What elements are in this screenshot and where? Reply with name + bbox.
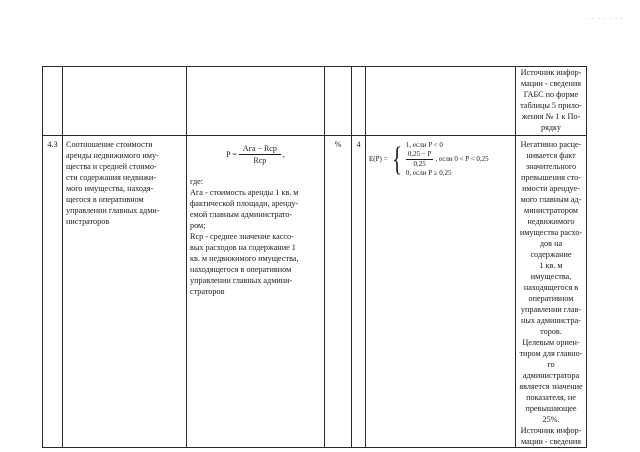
- notes-line: превышения сто-: [521, 173, 581, 182]
- cell-formula-empty: [187, 67, 325, 136]
- eval-case-2: [406, 150, 489, 169]
- notes-line: превышающее: [525, 404, 577, 413]
- notes-line: торов.: [540, 327, 562, 336]
- notes-line: нивается факт: [526, 151, 576, 160]
- name-line: мого имущества, находя-: [66, 184, 154, 193]
- notes-line: ГАБС по форме: [523, 90, 579, 99]
- unit-value: %: [334, 140, 342, 149]
- notes-line: значительного: [525, 162, 577, 171]
- cell-eval-empty: [366, 67, 516, 136]
- notes-line: является значение: [519, 382, 583, 391]
- notes-line: ных администра-: [521, 316, 581, 325]
- formula-lhs: P =: [226, 150, 237, 159]
- cell-indicator-name: [63, 136, 187, 448]
- cell-row-number: [43, 136, 63, 448]
- name-line: щества и средней стоимо-: [66, 162, 157, 171]
- notes-line: 25%.: [542, 415, 560, 424]
- notes-line: оперативном: [528, 294, 574, 303]
- notes-line: министратором: [524, 206, 578, 215]
- notes-line: показателя, не: [526, 393, 576, 402]
- table-row-4-3: [43, 136, 587, 448]
- notes-line: управлении глав-: [520, 305, 582, 314]
- eval-case-3: 0, если P ≥ 0,25: [405, 169, 452, 177]
- cell-evaluation-formula: [366, 136, 516, 448]
- notes-line: мации - сведения: [520, 79, 582, 88]
- max-value: 4: [356, 140, 361, 149]
- notes-line: Источник инфор-: [520, 426, 582, 435]
- name-line: сти содержания недвижи-: [66, 173, 156, 182]
- eval-case-2-condition: , если 0 < P < 0,25: [435, 155, 489, 163]
- cell-number-empty: [43, 67, 63, 136]
- scan-artifact: · · · · · · ·: [586, 16, 624, 23]
- notes-line: Негативно расце-: [520, 140, 582, 149]
- cell-max-empty: [352, 67, 366, 136]
- evaluation-formula: [369, 141, 512, 178]
- notes-line: тиром для главно-: [519, 349, 583, 358]
- description-line: страторов: [190, 287, 225, 296]
- brace-glyph: {: [391, 140, 402, 178]
- notes-line: мого главным ад-: [520, 195, 582, 204]
- eval-case-1: 1, если P < 0: [405, 141, 443, 149]
- notes-line: имущества расхо-: [519, 228, 583, 237]
- description-line: емой главным администрато-: [190, 210, 293, 219]
- row-number: 4.3: [47, 140, 58, 149]
- notes-line: недвижимого: [527, 217, 575, 226]
- where-label: где:: [190, 177, 204, 186]
- notes-line: рядку: [541, 123, 561, 132]
- notes-line: 1 кв. м имущества,: [530, 261, 572, 281]
- notes-line: го администратора: [522, 360, 580, 380]
- notes-line: Источник инфор-: [520, 68, 582, 77]
- name-line: аренды недвижимого иму-: [66, 151, 159, 160]
- name-line: щегося в оперативном: [66, 195, 144, 204]
- eval-case-2-fraction: [406, 150, 434, 169]
- name-line: управлении главных адми-: [66, 206, 160, 215]
- description-line: находящегося в оперативном: [190, 265, 292, 274]
- notes-line: находящегося в: [523, 283, 579, 292]
- cell-name-empty: [63, 67, 187, 136]
- notes-line: жения № 1 к По-: [521, 112, 581, 121]
- notes-line: дов на содержание: [530, 239, 572, 259]
- notes-line: таблицы 5 прило-: [520, 101, 582, 110]
- description-line: вых расходов на содержание 1: [190, 243, 296, 252]
- table-row-previous-continuation: [43, 67, 587, 136]
- cell-notes-source: [516, 67, 587, 136]
- notes-line: мации - сведения: [520, 437, 582, 446]
- name-line: нистраторов: [66, 217, 110, 226]
- formula-denominator: Rср: [253, 156, 267, 165]
- notes-line: имости арендуе-: [522, 184, 580, 193]
- eval-case-2-numerator: 0,25 − P: [407, 150, 432, 158]
- notes-line: Целевым ориен-: [522, 338, 580, 347]
- name-line: Соотношение стоимости: [66, 140, 153, 149]
- cell-unit-empty: [325, 67, 352, 136]
- cell-max-value: [352, 136, 366, 448]
- eval-lhs: E(P) =: [369, 155, 388, 163]
- cell-formula: [187, 136, 325, 448]
- eval-case-2-denominator: 0,25: [413, 160, 426, 168]
- description-line: управлении главных админи-: [190, 276, 293, 285]
- description-line: Rср - среднее значение кассо-: [190, 232, 294, 241]
- cell-unit: [325, 136, 352, 448]
- formula-numerator: Ага − Rср: [239, 143, 281, 155]
- formula-tail: ,: [282, 150, 285, 159]
- description-line: ром;: [190, 221, 206, 230]
- indicator-table: [42, 66, 587, 448]
- ratio-formula: [190, 143, 321, 166]
- eval-cases: [406, 141, 489, 178]
- cell-notes: [516, 136, 587, 448]
- description-line: Ага - стоимость аренды 1 кв. м: [190, 188, 299, 197]
- description-line: фактической площади, аренду-: [190, 199, 299, 208]
- description-line: кв. м недвижимого имущества,: [190, 254, 299, 263]
- formula-fraction: [239, 143, 281, 166]
